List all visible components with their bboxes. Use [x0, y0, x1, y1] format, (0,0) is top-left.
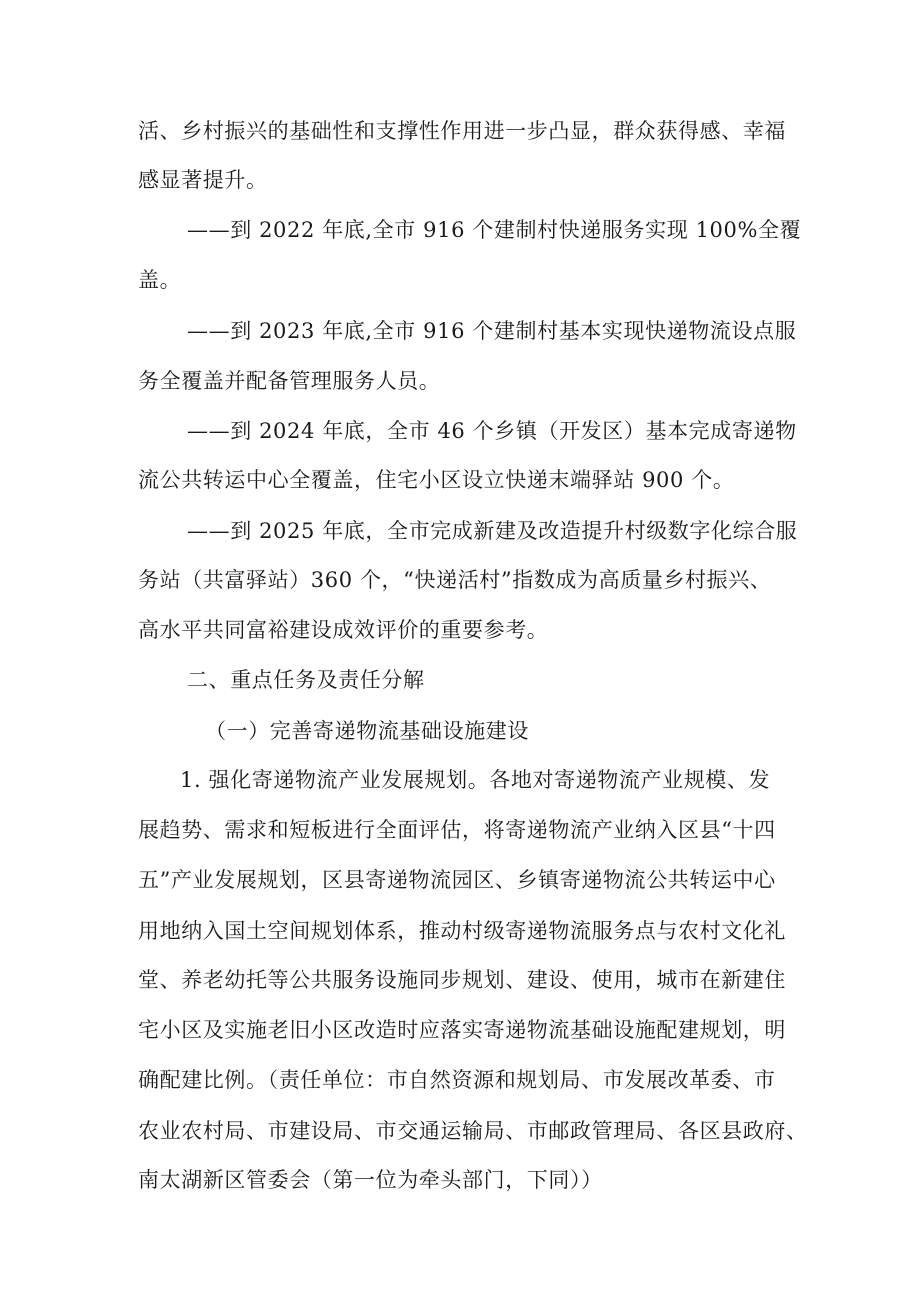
goal-2023-line: ——到 2023 年底,全市 916 个建制村基本实现快递物流设点服 [187, 319, 797, 343]
item-1-line: 1. 强化寄递物流产业发展规划。各地对寄递物流产业规模、发 [180, 768, 771, 792]
text-line: 流公共转运中心全覆盖，住宅小区设立快递末端驿站 900 个。 [138, 468, 735, 492]
subsection-heading: （一）完善寄递物流基础设施建设 [205, 719, 529, 743]
text-line: 用地纳入国土空间规划体系，推动村级寄递物流服务点与农村文化礼 [138, 919, 786, 943]
goal-2024-line: ——到 2024 年底，全市 46 个乡镇（开发区）基本完成寄递物 [187, 419, 797, 443]
text-line: 盖。 [138, 268, 182, 292]
section-heading: 二、重点任务及责任分解 [187, 668, 425, 692]
text-line: 务站（共富驿站）360 个，“快递活村”指数成为高质量乡村振兴、 [138, 568, 772, 592]
goal-2022-line: ——到 2022 年底,全市 916 个建制村快递服务实现 100%全覆 [187, 218, 802, 242]
text-line: 感显著提升。 [138, 168, 268, 192]
text-line: 南太湖新区管委会（第一位为牵头部门，下同）） [138, 1168, 603, 1192]
text-line: 高水平共同富裕建设成效评价的重要参考。 [138, 618, 549, 642]
text-line: 活、乡村振兴的基础性和支撑性作用进一步凸显，群众获得感、幸福 [138, 119, 786, 143]
text-line: 确配建比例。（责任单位：市自然资源和规划局、市发展改革委、市 [138, 1068, 776, 1092]
goal-2025-line: ——到 2025 年底，全市完成新建及改造提升村级数字化综合服 [187, 519, 798, 543]
text-line: 五”产业发展规划，区县寄递物流园区、乡镇寄递物流公共转运中心 [138, 868, 776, 892]
text-line: 堂、养老幼托等公共服务设施同步规划、建设、使用，城市在新建住 [138, 968, 786, 992]
text-line: 展趋势、需求和短板进行全面评估，将寄递物流产业纳入区县“十四 [138, 818, 776, 842]
text-line: 宅小区及实施老旧小区改造时应落实寄递物流基础设施配建规划，明 [138, 1018, 786, 1042]
text-line: 务全覆盖并配备管理服务人员。 [138, 369, 441, 393]
text-line: 农业农村局、市建设局、市交通运输局、市邮政管理局、各区县政府、 [138, 1119, 808, 1143]
